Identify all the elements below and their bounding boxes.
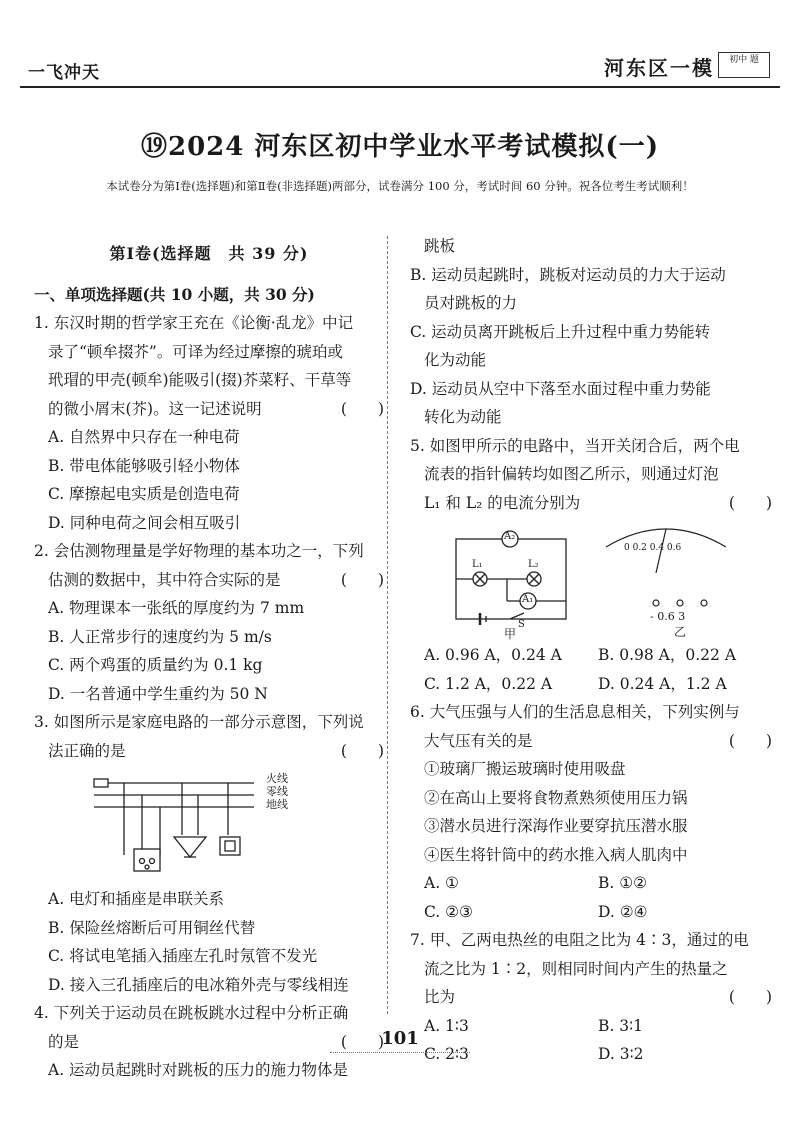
q6-option-b: B. ①② [598,874,648,892]
q3-option-b: B. 保险丝熔断后可用铜丝代替 [48,918,256,937]
q1-option-d: D. 同种电荷之间会相互吸引 [48,513,241,532]
q1-stem-line: 的微小屑末(芥)。这一记述说明 ( ) [34,395,384,424]
answer-paren: ( ) [340,1032,384,1051]
ammeter-scale: 0 0.2 0.4 0.6 [624,543,682,553]
q4-stem-line: 4. 下列关于运动员在跳板跳水过程中分析正确 [34,1004,349,1022]
q6-stem-line: 6. 大气压强与人们的生活息息相关，下列实例与 [410,703,740,721]
footer-rule [330,1052,470,1053]
q5-option-c: C. 1.2 A，0.22 A [424,674,553,693]
q4-option-b-cont: 员对跳板的力 [424,294,518,312]
q1-option-c: C. 摩擦起电实质是创造电荷 [48,485,240,503]
q6-item-4: ④医生将针筒中的药水推入病人肌肉中 [424,845,688,864]
wire-label-ground: 地线 [266,798,288,811]
q4-option-a-cont: 跳板 [424,237,456,255]
answer-paren: ( ) [340,570,384,589]
answer-paren: ( ) [728,493,772,512]
q4-option-b: B. 运动员起跳时，跳板对运动员的力大于运动 [410,265,726,284]
question-5 [410,432,772,699]
q5-options-row [410,641,772,670]
q6-item-2: ②在高山上要将食物煮熟须使用压力锅 [424,788,688,807]
q3-option-d: D. 接入三孔插座后的电冰箱外壳与零线相连 [48,975,349,994]
q6-option-a: A. ① [424,874,459,892]
q5-stem-line: L₁ 和 L₂ 的电流分别为 ( ) [410,489,772,518]
q4-option-d-cont: 转化为动能 [424,408,502,426]
switch-label: S [518,619,525,630]
column-divider [387,236,388,1014]
q2-option-d: D. 一名普通中学生重约为 50 N [48,684,268,703]
q6-option-d: D. ②④ [598,902,648,921]
answer-paren: ( ) [728,988,772,1006]
household-circuit-diagram [34,765,334,885]
series-badge: 初中 题 [718,52,770,78]
q5-options-row [410,670,772,699]
q4-option-d: D. 运动员从空中下落至水面过程中重力势能 [410,379,711,398]
household-circuit-figure [34,765,384,885]
q5-stem-line: 流表的指针偏转均如图乙所示，则通过灯泡 [424,465,719,483]
q6-stem-line: 大气压有关的是 ( ) [410,727,772,756]
q4-option-c-cont: 化为动能 [424,351,487,369]
left-column [34,240,384,1085]
q7-option-d: D. 3∶2 [598,1045,644,1063]
q2-stem-line: 2. 会估测物理量是学好物理的基本功之一，下列 [34,542,364,560]
ammeter-terminals: - 0.6 3 [650,610,686,623]
q2-option-b: B. 人正常步行的速度约为 5 m/s [48,627,272,646]
page-number: 101 [381,1028,419,1049]
series-title: 河东区一模 [604,56,714,80]
lamp-l1-label: L₁ [472,559,483,570]
q5-option-d: D. 0.24 A，1.2 A [598,674,727,693]
q4-stem-line: 的是 ( ) [34,1028,384,1057]
ammeter-a1-label: A₁ [522,594,534,605]
question-3 [34,708,384,999]
page-title: ⑲2024 河东区初中学业水平考试模拟(一) [140,132,660,162]
q3-option-c: C. 将试电笔插入插座左孔时氖管不发光 [48,947,318,965]
answer-paren: ( ) [340,741,384,760]
q1-stem-line: 1. 东汉时期的哲学家王充在《论衡·乱龙》中记 [34,314,354,332]
figure-yi-label: 乙 [674,625,687,639]
q7-option-a: A. 1∶3 [424,1016,469,1035]
q3-stem-line: 3. 如图所示是家庭电路的一部分示意图，下列说 [34,713,364,731]
ammeter-circuit-figure [410,517,772,641]
q1-stem-line: 玳瑁的甲壳(顿牟)能吸引(掇)芥菜籽、干草等 [48,371,352,389]
q2-option-c: C. 两个鸡蛋的质量约为 0.1 kg [48,656,263,674]
q1-option-b: B. 带电体能够吸引轻小物体 [48,456,240,475]
exam-instructions: 本试卷分为第Ⅰ卷(选择题)和第Ⅱ卷(非选择题)两部分，试卷满分 100 分，考试时间 60 分钟。祝各位考生考试顺利！ [106,179,694,193]
q7-option-b: B. 3∶1 [598,1016,644,1035]
ammeter-a2-label: A₂ [504,531,516,542]
part-heading: 一、单项选择题(共 10 小题，共 30 分) [34,284,315,304]
q3-stem-line: 法正确的是 ( ) [34,737,384,766]
lamp-l2-label: L₂ [528,559,539,570]
q6-options-row [410,898,772,927]
q4-option-c: C. 运动员离开跳板后上升过程中重力势能转 [410,322,711,341]
q3-option-a: A. 电灯和插座是串联关系 [48,890,225,908]
q2-option-a: A. 物理课本一张纸的厚度约为 7 mm [48,599,305,617]
section-title: 第Ⅰ卷(选择题 共 39 分) [109,244,309,263]
question-2 [34,537,384,708]
q6-item-1: ①玻璃厂搬运玻璃时使用吸盘 [424,760,626,778]
answer-paren: ( ) [728,731,772,750]
q5-stem-line: 5. 如图甲所示的电路中，当开关闭合后，两个电 [410,436,740,455]
q7-stem-line: 7. 甲、乙两电热丝的电阻之比为 4∶3，通过的电 [410,931,749,949]
q6-options-row [410,869,772,898]
q6-option-c: C. ②③ [424,902,473,921]
wire-label-live: 火线 [266,772,288,785]
circuit-diagram [410,517,770,641]
q7-stem-line: 流之比为 1∶2，则相同时间内产生的热量之 [424,959,728,978]
q7-option-c: C. 2∶3 [424,1045,469,1063]
figure-jia-label: 甲 [504,627,517,641]
q1-option-a: A. 自然界中只存在一种电荷 [48,428,240,446]
q5-option-a: A. 0.96 A，0.24 A [424,646,562,664]
answer-paren: ( ) [340,399,384,418]
brand-logo: 一飞冲天 [28,63,100,83]
header-rule [20,86,780,88]
q7-stem-line: 比为 ( ) [410,983,772,1012]
q2-stem-line: 估测的数据中，其中符合实际的是 ( ) [34,566,384,595]
q5-option-b: B. 0.98 A，0.22 A [598,646,737,664]
question-6 [410,698,772,926]
q4-option-a: A. 运动员起跳时对跳板的压力的施力物体是 [48,1061,349,1079]
wire-label-neutral: 零线 [266,785,288,798]
question-1 [34,309,384,537]
q6-item-3: ③潜水员进行深海作业要穿抗压潜水服 [424,817,688,835]
right-column [410,232,772,1069]
q1-stem-line: 录了“顿牟掇芥”。可译为经过摩擦的琥珀或 [48,342,343,361]
